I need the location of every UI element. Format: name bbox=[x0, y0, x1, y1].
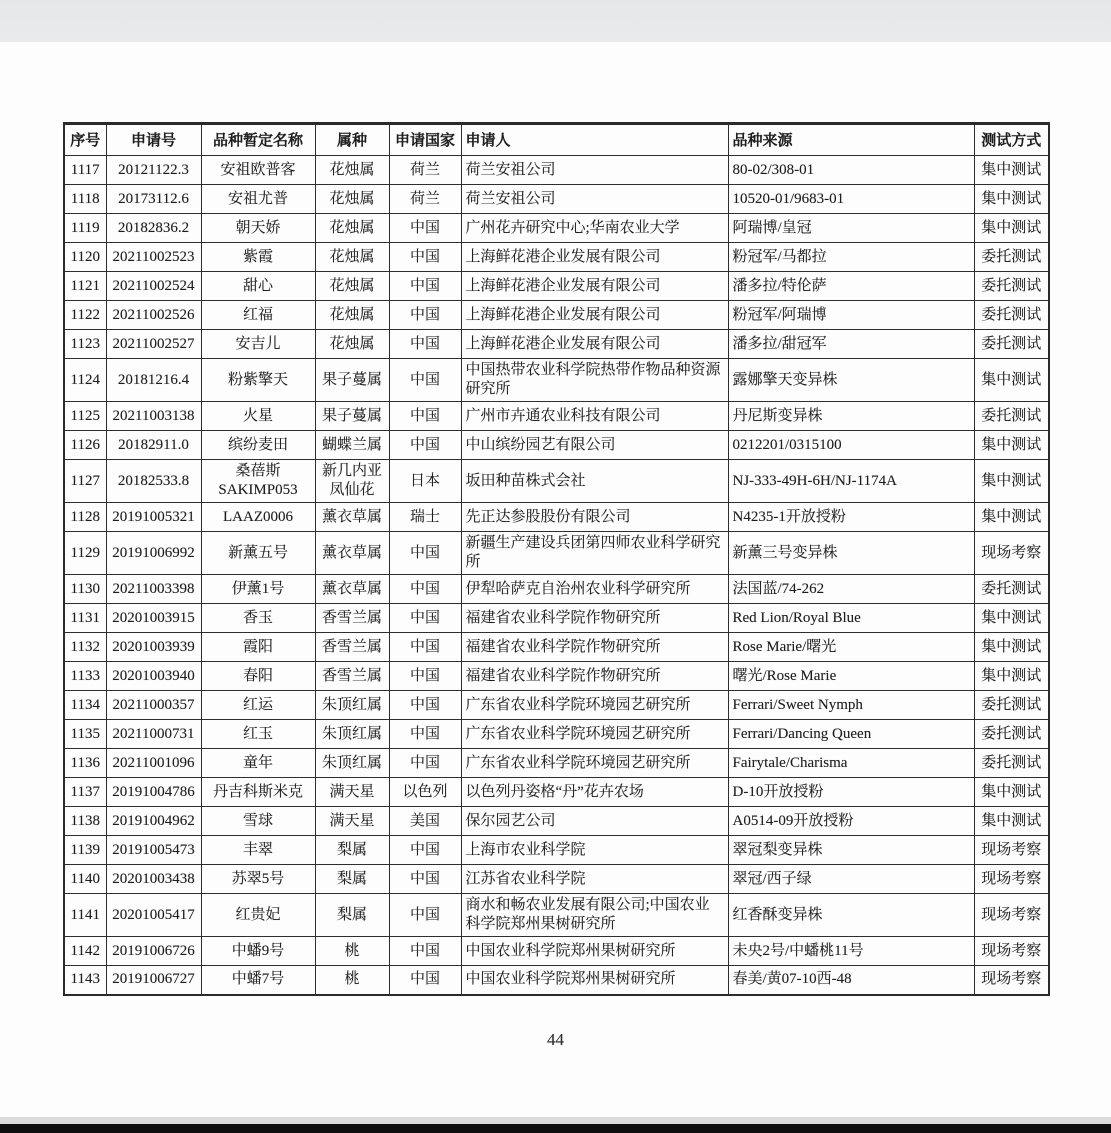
cell-applicant: 广东省农业科学院环境园艺研究所 bbox=[461, 720, 728, 749]
cell-serial: 1140 bbox=[64, 865, 106, 894]
cell-test-method: 现场考察 bbox=[974, 966, 1049, 995]
cell-country: 中国 bbox=[389, 575, 461, 604]
cell-variety-name: 安祖欧普客 bbox=[201, 156, 315, 185]
table-row bbox=[64, 865, 1049, 894]
cell-applicant: 伊犁哈萨克自治州农业科学研究所 bbox=[461, 575, 728, 604]
table-row bbox=[64, 156, 1049, 185]
cell-variety-source: Ferrari/Sweet Nymph bbox=[728, 691, 974, 720]
cell-application-no: 20211000357 bbox=[106, 691, 201, 720]
cell-variety-source: D-10开放授粉 bbox=[728, 778, 974, 807]
cell-serial: 1125 bbox=[64, 402, 106, 431]
table-row bbox=[64, 937, 1049, 966]
table-row bbox=[64, 749, 1049, 778]
cell-serial: 1133 bbox=[64, 662, 106, 691]
cell-genus: 朱顶红属 bbox=[315, 691, 389, 720]
cell-serial: 1132 bbox=[64, 633, 106, 662]
cell-genus: 朱顶红属 bbox=[315, 749, 389, 778]
cell-country: 中国 bbox=[389, 662, 461, 691]
cell-genus: 桃 bbox=[315, 937, 389, 966]
table-row bbox=[64, 691, 1049, 720]
cell-application-no: 20182533.8 bbox=[106, 460, 201, 503]
cell-variety-source: Ferrari/Dancing Queen bbox=[728, 720, 974, 749]
cell-application-no: 20211003398 bbox=[106, 575, 201, 604]
cell-test-method: 集中测试 bbox=[974, 359, 1049, 402]
cell-variety-name: 中蟠9号 bbox=[201, 937, 315, 966]
table-row bbox=[64, 402, 1049, 431]
cell-applicant: 上海鲜花港企业发展有限公司 bbox=[461, 301, 728, 330]
variety-application-table bbox=[63, 122, 1050, 996]
cell-application-no: 20191004786 bbox=[106, 778, 201, 807]
cell-serial: 1121 bbox=[64, 272, 106, 301]
cell-applicant: 中国热带农业科学院热带作物品种资源研究所 bbox=[461, 359, 728, 402]
cell-variety-name: 红贵妃 bbox=[201, 894, 315, 937]
cell-country: 中国 bbox=[389, 272, 461, 301]
cell-genus: 花烛属 bbox=[315, 156, 389, 185]
cell-test-method: 集中测试 bbox=[974, 431, 1049, 460]
cell-variety-source: NJ-333-49H-6H/NJ-1174A bbox=[728, 460, 974, 503]
cell-country: 中国 bbox=[389, 301, 461, 330]
cell-variety-source: 粉冠军/马都拉 bbox=[728, 243, 974, 272]
cell-test-method: 委托测试 bbox=[974, 720, 1049, 749]
cell-applicant: 广州花卉研究中心;华南农业大学 bbox=[461, 214, 728, 243]
cell-serial: 1141 bbox=[64, 894, 106, 937]
cell-application-no: 20181216.4 bbox=[106, 359, 201, 402]
cell-test-method: 委托测试 bbox=[974, 272, 1049, 301]
cell-application-no: 20182836.2 bbox=[106, 214, 201, 243]
cell-variety-source: 0212201/0315100 bbox=[728, 431, 974, 460]
cell-test-method: 现场考察 bbox=[974, 532, 1049, 575]
cell-genus: 香雪兰属 bbox=[315, 604, 389, 633]
cell-genus: 花烛属 bbox=[315, 330, 389, 359]
scanner-top-band bbox=[0, 0, 1111, 42]
cell-applicant: 上海鲜花港企业发展有限公司 bbox=[461, 243, 728, 272]
cell-variety-source: 10520-01/9683-01 bbox=[728, 185, 974, 214]
column-header-variety-name: 品种暂定名称 bbox=[201, 124, 315, 156]
cell-variety-name: 丹吉科斯米克 bbox=[201, 778, 315, 807]
cell-country: 中国 bbox=[389, 214, 461, 243]
table-row bbox=[64, 431, 1049, 460]
table-row bbox=[64, 330, 1049, 359]
column-header-genus: 属种 bbox=[315, 124, 389, 156]
column-header-applicant: 申请人 bbox=[461, 124, 728, 156]
column-header-country: 申请国家 bbox=[389, 124, 461, 156]
column-header-serial: 序号 bbox=[64, 124, 106, 156]
cell-variety-name: 童年 bbox=[201, 749, 315, 778]
cell-applicant: 先正达参股股份有限公司 bbox=[461, 503, 728, 532]
cell-country: 中国 bbox=[389, 720, 461, 749]
cell-variety-name: 丰翠 bbox=[201, 836, 315, 865]
table-row bbox=[64, 778, 1049, 807]
column-header-test-method: 测试方式 bbox=[974, 124, 1049, 156]
cell-variety-name: 中蟠7号 bbox=[201, 966, 315, 995]
cell-country: 荷兰 bbox=[389, 185, 461, 214]
cell-serial: 1127 bbox=[64, 460, 106, 503]
cell-test-method: 集中测试 bbox=[974, 778, 1049, 807]
cell-serial: 1138 bbox=[64, 807, 106, 836]
cell-test-method: 现场考察 bbox=[974, 937, 1049, 966]
cell-applicant: 上海市农业科学院 bbox=[461, 836, 728, 865]
cell-applicant: 中山缤纷园艺有限公司 bbox=[461, 431, 728, 460]
cell-variety-source: Fairytale/Charisma bbox=[728, 749, 974, 778]
cell-country: 中国 bbox=[389, 402, 461, 431]
cell-serial: 1119 bbox=[64, 214, 106, 243]
cell-genus: 梨属 bbox=[315, 836, 389, 865]
cell-country: 中国 bbox=[389, 243, 461, 272]
cell-application-no: 20201003939 bbox=[106, 633, 201, 662]
cell-test-method: 委托测试 bbox=[974, 575, 1049, 604]
cell-serial: 1134 bbox=[64, 691, 106, 720]
table-row bbox=[64, 214, 1049, 243]
cell-application-no: 20191004962 bbox=[106, 807, 201, 836]
table-row bbox=[64, 185, 1049, 214]
cell-variety-name: 红玉 bbox=[201, 720, 315, 749]
cell-serial: 1123 bbox=[64, 330, 106, 359]
scanner-bottom-bar bbox=[0, 1124, 1111, 1133]
cell-variety-source: 新薰三号变异株 bbox=[728, 532, 974, 575]
cell-test-method: 现场考察 bbox=[974, 894, 1049, 937]
cell-test-method: 委托测试 bbox=[974, 749, 1049, 778]
cell-applicant: 广东省农业科学院环境园艺研究所 bbox=[461, 749, 728, 778]
cell-variety-source: 潘多拉/特伦萨 bbox=[728, 272, 974, 301]
table-row bbox=[64, 359, 1049, 402]
cell-application-no: 20173112.6 bbox=[106, 185, 201, 214]
cell-applicant: 以色列丹姿格“丹”花卉农场 bbox=[461, 778, 728, 807]
cell-application-no: 20191006992 bbox=[106, 532, 201, 575]
cell-genus: 薰衣草属 bbox=[315, 503, 389, 532]
table-row bbox=[64, 301, 1049, 330]
cell-test-method: 委托测试 bbox=[974, 691, 1049, 720]
cell-application-no: 20121122.3 bbox=[106, 156, 201, 185]
cell-serial: 1143 bbox=[64, 966, 106, 995]
cell-country: 中国 bbox=[389, 836, 461, 865]
cell-applicant: 福建省农业科学院作物研究所 bbox=[461, 633, 728, 662]
cell-country: 中国 bbox=[389, 691, 461, 720]
cell-variety-source: 80-02/308-01 bbox=[728, 156, 974, 185]
cell-test-method: 现场考察 bbox=[974, 865, 1049, 894]
cell-applicant: 新疆生产建设兵团第四师农业科学研究所 bbox=[461, 532, 728, 575]
cell-variety-name: 甜心 bbox=[201, 272, 315, 301]
cell-variety-source: 红香酥变异株 bbox=[728, 894, 974, 937]
cell-country: 以色列 bbox=[389, 778, 461, 807]
cell-genus: 香雪兰属 bbox=[315, 662, 389, 691]
cell-test-method: 委托测试 bbox=[974, 243, 1049, 272]
column-header-variety-source: 品种来源 bbox=[728, 124, 974, 156]
cell-test-method: 集中测试 bbox=[974, 185, 1049, 214]
cell-variety-source: A0514-09开放授粉 bbox=[728, 807, 974, 836]
cell-variety-source: 曙光/Rose Marie bbox=[728, 662, 974, 691]
cell-variety-source: 翠冠/西子绿 bbox=[728, 865, 974, 894]
table-row bbox=[64, 460, 1049, 503]
cell-variety-source: 法国蓝/74-262 bbox=[728, 575, 974, 604]
cell-variety-source: 露娜擎天变异株 bbox=[728, 359, 974, 402]
table-row bbox=[64, 272, 1049, 301]
cell-variety-name: 新薰五号 bbox=[201, 532, 315, 575]
cell-test-method: 集中测试 bbox=[974, 604, 1049, 633]
cell-genus: 新几内亚凤仙花 bbox=[315, 460, 389, 503]
cell-country: 中国 bbox=[389, 604, 461, 633]
table-row bbox=[64, 532, 1049, 575]
cell-genus: 花烛属 bbox=[315, 243, 389, 272]
cell-application-no: 20211002523 bbox=[106, 243, 201, 272]
cell-serial: 1120 bbox=[64, 243, 106, 272]
table-row bbox=[64, 894, 1049, 937]
page-number: 44 bbox=[547, 1030, 564, 1049]
cell-application-no: 20201003438 bbox=[106, 865, 201, 894]
cell-country: 中国 bbox=[389, 532, 461, 575]
cell-genus: 满天星 bbox=[315, 778, 389, 807]
cell-applicant: 广东省农业科学院环境园艺研究所 bbox=[461, 691, 728, 720]
cell-country: 中国 bbox=[389, 894, 461, 937]
cell-serial: 1130 bbox=[64, 575, 106, 604]
cell-applicant: 中国农业科学院郑州果树研究所 bbox=[461, 937, 728, 966]
cell-application-no: 20201003915 bbox=[106, 604, 201, 633]
table-row bbox=[64, 243, 1049, 272]
cell-country: 中国 bbox=[389, 865, 461, 894]
cell-variety-name: 安祖尤普 bbox=[201, 185, 315, 214]
cell-test-method: 集中测试 bbox=[974, 156, 1049, 185]
cell-variety-source: 丹尼斯变异株 bbox=[728, 402, 974, 431]
cell-application-no: 20211001096 bbox=[106, 749, 201, 778]
cell-test-method: 集中测试 bbox=[974, 633, 1049, 662]
cell-applicant: 福建省农业科学院作物研究所 bbox=[461, 604, 728, 633]
cell-genus: 果子蔓属 bbox=[315, 402, 389, 431]
cell-application-no: 20211002527 bbox=[106, 330, 201, 359]
cell-genus: 蝴蝶兰属 bbox=[315, 431, 389, 460]
cell-variety-name: 雪球 bbox=[201, 807, 315, 836]
cell-application-no: 20191005321 bbox=[106, 503, 201, 532]
cell-variety-name: 香玉 bbox=[201, 604, 315, 633]
cell-country: 日本 bbox=[389, 460, 461, 503]
cell-application-no: 20211000731 bbox=[106, 720, 201, 749]
cell-serial: 1129 bbox=[64, 532, 106, 575]
cell-test-method: 集中测试 bbox=[974, 807, 1049, 836]
cell-variety-source: 春美/黄07-10西-48 bbox=[728, 966, 974, 995]
cell-variety-name: 朝天娇 bbox=[201, 214, 315, 243]
table-row bbox=[64, 575, 1049, 604]
cell-genus: 朱顶红属 bbox=[315, 720, 389, 749]
cell-variety-name: LAAZ0006 bbox=[201, 503, 315, 532]
scanner-bottom-strip bbox=[0, 1117, 1111, 1124]
table-row bbox=[64, 604, 1049, 633]
cell-genus: 果子蔓属 bbox=[315, 359, 389, 402]
table-row bbox=[64, 807, 1049, 836]
column-header-application-no: 申请号 bbox=[106, 124, 201, 156]
cell-test-method: 集中测试 bbox=[974, 460, 1049, 503]
cell-application-no: 20201005417 bbox=[106, 894, 201, 937]
cell-country: 中国 bbox=[389, 749, 461, 778]
cell-test-method: 委托测试 bbox=[974, 402, 1049, 431]
cell-genus: 梨属 bbox=[315, 865, 389, 894]
table-row bbox=[64, 836, 1049, 865]
cell-applicant: 广州市卉通农业科技有限公司 bbox=[461, 402, 728, 431]
cell-variety-name: 苏翠5号 bbox=[201, 865, 315, 894]
cell-country: 美国 bbox=[389, 807, 461, 836]
table-row bbox=[64, 966, 1049, 995]
cell-country: 中国 bbox=[389, 966, 461, 995]
cell-serial: 1131 bbox=[64, 604, 106, 633]
cell-genus: 香雪兰属 bbox=[315, 633, 389, 662]
cell-genus: 花烛属 bbox=[315, 301, 389, 330]
cell-application-no: 20211002526 bbox=[106, 301, 201, 330]
cell-variety-source: Rose Marie/曙光 bbox=[728, 633, 974, 662]
cell-applicant: 商水和畅农业发展有限公司;中国农业科学院郑州果树研究所 bbox=[461, 894, 728, 937]
cell-variety-name: 粉紫擎天 bbox=[201, 359, 315, 402]
cell-variety-name: 安吉儿 bbox=[201, 330, 315, 359]
cell-genus: 薰衣草属 bbox=[315, 532, 389, 575]
cell-variety-name: 缤纷麦田 bbox=[201, 431, 315, 460]
cell-variety-source: Red Lion/Royal Blue bbox=[728, 604, 974, 633]
cell-test-method: 委托测试 bbox=[974, 330, 1049, 359]
cell-variety-name: 桑蓓斯 SAKIMP053 bbox=[201, 460, 315, 503]
cell-variety-source: 翠冠梨变异株 bbox=[728, 836, 974, 865]
cell-application-no: 20191006726 bbox=[106, 937, 201, 966]
cell-application-no: 20211002524 bbox=[106, 272, 201, 301]
cell-country: 瑞士 bbox=[389, 503, 461, 532]
cell-serial: 1137 bbox=[64, 778, 106, 807]
cell-variety-name: 春阳 bbox=[201, 662, 315, 691]
cell-test-method: 现场考察 bbox=[974, 836, 1049, 865]
cell-variety-name: 火星 bbox=[201, 402, 315, 431]
cell-country: 中国 bbox=[389, 937, 461, 966]
cell-genus: 花烛属 bbox=[315, 272, 389, 301]
cell-variety-name: 红福 bbox=[201, 301, 315, 330]
cell-serial: 1135 bbox=[64, 720, 106, 749]
cell-country: 中国 bbox=[389, 431, 461, 460]
cell-application-no: 20191005473 bbox=[106, 836, 201, 865]
table-row bbox=[64, 503, 1049, 532]
cell-serial: 1142 bbox=[64, 937, 106, 966]
cell-genus: 花烛属 bbox=[315, 214, 389, 243]
cell-applicant: 荷兰安祖公司 bbox=[461, 156, 728, 185]
cell-application-no: 20191006727 bbox=[106, 966, 201, 995]
cell-serial: 1118 bbox=[64, 185, 106, 214]
cell-test-method: 集中测试 bbox=[974, 214, 1049, 243]
cell-country: 中国 bbox=[389, 359, 461, 402]
cell-serial: 1136 bbox=[64, 749, 106, 778]
cell-test-method: 集中测试 bbox=[974, 503, 1049, 532]
cell-variety-name: 紫霞 bbox=[201, 243, 315, 272]
cell-applicant: 福建省农业科学院作物研究所 bbox=[461, 662, 728, 691]
cell-genus: 满天星 bbox=[315, 807, 389, 836]
cell-serial: 1124 bbox=[64, 359, 106, 402]
cell-applicant: 上海鲜花港企业发展有限公司 bbox=[461, 272, 728, 301]
cell-variety-name: 霞阳 bbox=[201, 633, 315, 662]
cell-genus: 桃 bbox=[315, 966, 389, 995]
cell-applicant: 保尔园艺公司 bbox=[461, 807, 728, 836]
cell-country: 荷兰 bbox=[389, 156, 461, 185]
cell-variety-source: N4235-1开放授粉 bbox=[728, 503, 974, 532]
cell-variety-name: 伊薰1号 bbox=[201, 575, 315, 604]
cell-genus: 梨属 bbox=[315, 894, 389, 937]
cell-applicant: 中国农业科学院郑州果树研究所 bbox=[461, 966, 728, 995]
cell-genus: 薰衣草属 bbox=[315, 575, 389, 604]
cell-applicant: 坂田种苗株式会社 bbox=[461, 460, 728, 503]
cell-applicant: 荷兰安祖公司 bbox=[461, 185, 728, 214]
cell-variety-name: 红运 bbox=[201, 691, 315, 720]
cell-serial: 1139 bbox=[64, 836, 106, 865]
table-row bbox=[64, 633, 1049, 662]
cell-country: 中国 bbox=[389, 633, 461, 662]
cell-variety-source: 未央2号/中蟠桃11号 bbox=[728, 937, 974, 966]
cell-application-no: 20182911.0 bbox=[106, 431, 201, 460]
cell-variety-source: 潘多拉/甜冠军 bbox=[728, 330, 974, 359]
cell-application-no: 20211003138 bbox=[106, 402, 201, 431]
cell-genus: 花烛属 bbox=[315, 185, 389, 214]
cell-serial: 1122 bbox=[64, 301, 106, 330]
cell-variety-source: 粉冠军/阿瑞博 bbox=[728, 301, 974, 330]
cell-country: 中国 bbox=[389, 330, 461, 359]
table-row bbox=[64, 662, 1049, 691]
cell-test-method: 集中测试 bbox=[974, 662, 1049, 691]
cell-serial: 1117 bbox=[64, 156, 106, 185]
cell-test-method: 委托测试 bbox=[974, 301, 1049, 330]
cell-applicant: 江苏省农业科学院 bbox=[461, 865, 728, 894]
cell-applicant: 上海鲜花港企业发展有限公司 bbox=[461, 330, 728, 359]
cell-application-no: 20201003940 bbox=[106, 662, 201, 691]
cell-variety-source: 阿瑞博/皇冠 bbox=[728, 214, 974, 243]
table-row bbox=[64, 720, 1049, 749]
cell-serial: 1128 bbox=[64, 503, 106, 532]
table-header-row bbox=[64, 124, 1049, 156]
cell-serial: 1126 bbox=[64, 431, 106, 460]
